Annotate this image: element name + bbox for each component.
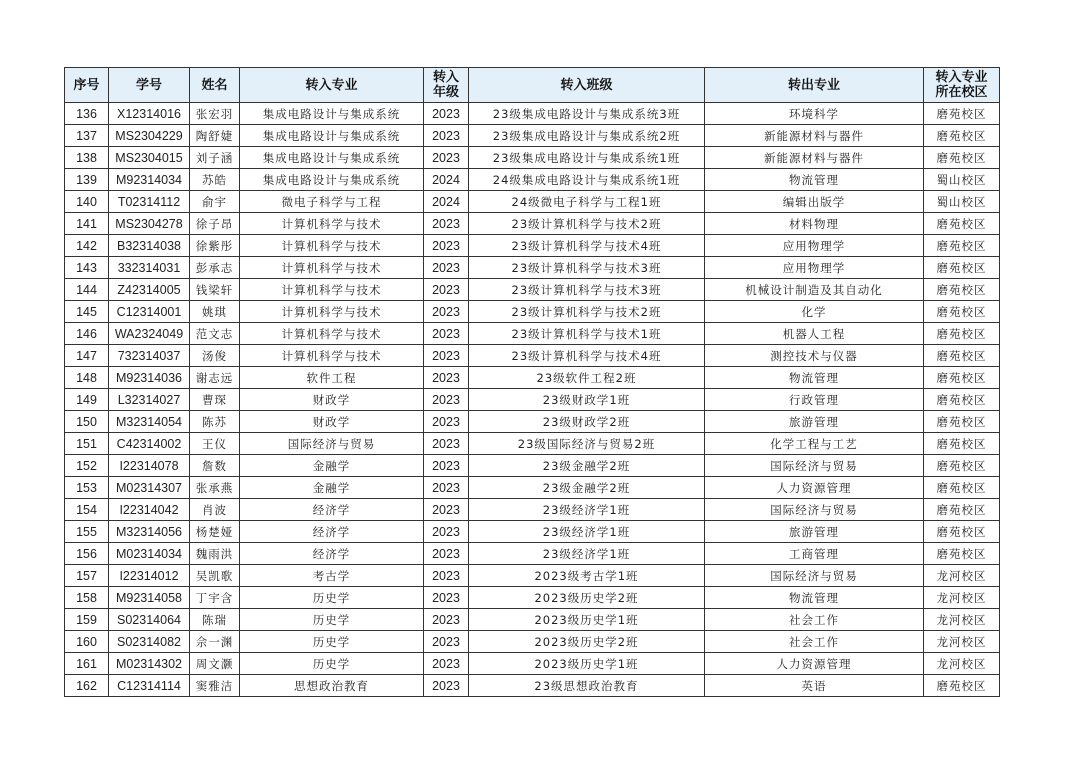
- cell-seq: 159: [65, 609, 109, 631]
- cell-campus: 磨苑校区: [924, 389, 1000, 411]
- cell-year-in: 2023: [424, 653, 469, 675]
- cell-class-in: 23级集成电路设计与集成系统2班: [469, 125, 705, 147]
- table-row: [65, 103, 1000, 125]
- table-row: [65, 455, 1000, 477]
- cell-seq: 149: [65, 389, 109, 411]
- transfer-table: [64, 67, 1000, 697]
- cell-major-in: 经济学: [240, 499, 424, 521]
- cell-seq: 137: [65, 125, 109, 147]
- cell-class-in: 24级集成电路设计与集成系统1班: [469, 169, 705, 191]
- cell-campus: 龙河校区: [924, 631, 1000, 653]
- cell-seq: 139: [65, 169, 109, 191]
- cell-seq: 136: [65, 103, 109, 125]
- cell-name: 窦雅洁: [190, 675, 240, 697]
- table-row: [65, 279, 1000, 301]
- cell-name: 佘一渊: [190, 631, 240, 653]
- cell-name: 丁宇含: [190, 587, 240, 609]
- cell-major-in: 考古学: [240, 565, 424, 587]
- cell-major-in: 财政学: [240, 411, 424, 433]
- cell-seq: 145: [65, 301, 109, 323]
- cell-campus: 磨苑校区: [924, 433, 1000, 455]
- cell-major-in: 历史学: [240, 609, 424, 631]
- cell-major-in: 计算机科学与技术: [240, 345, 424, 367]
- cell-seq: 155: [65, 521, 109, 543]
- cell-student-id: M92314058: [109, 587, 190, 609]
- cell-name: 张承燕: [190, 477, 240, 499]
- cell-name: 刘子涵: [190, 147, 240, 169]
- cell-name: 张宏羽: [190, 103, 240, 125]
- table-header: [65, 68, 1000, 103]
- cell-year-in: 2023: [424, 345, 469, 367]
- cell-seq: 141: [65, 213, 109, 235]
- table-row: [65, 213, 1000, 235]
- cell-major-out: 行政管理: [705, 389, 924, 411]
- cell-class-in: 23级国际经济与贸易2班: [469, 433, 705, 455]
- header-seq: 序号: [65, 68, 109, 103]
- cell-major-out: 应用物理学: [705, 235, 924, 257]
- cell-major-out: 机器人工程: [705, 323, 924, 345]
- cell-name: 徐紫彤: [190, 235, 240, 257]
- cell-year-in: 2023: [424, 455, 469, 477]
- cell-year-in: 2023: [424, 301, 469, 323]
- cell-major-out: 材料物理: [705, 213, 924, 235]
- cell-campus: 磨苑校区: [924, 279, 1000, 301]
- cell-major-out: 化学工程与工艺: [705, 433, 924, 455]
- cell-major-in: 经济学: [240, 543, 424, 565]
- cell-major-in: 国际经济与贸易: [240, 433, 424, 455]
- cell-class-in: 23级财政学2班: [469, 411, 705, 433]
- cell-student-id: C42314002: [109, 433, 190, 455]
- cell-year-in: 2023: [424, 389, 469, 411]
- cell-major-out: 工商管理: [705, 543, 924, 565]
- cell-year-in: 2023: [424, 675, 469, 697]
- cell-major-out: 社会工作: [705, 609, 924, 631]
- cell-major-in: 历史学: [240, 653, 424, 675]
- cell-year-in: 2023: [424, 367, 469, 389]
- cell-seq: 160: [65, 631, 109, 653]
- cell-seq: 147: [65, 345, 109, 367]
- cell-class-in: 2023级历史学2班: [469, 631, 705, 653]
- cell-year-in: 2023: [424, 125, 469, 147]
- cell-name: 俞宇: [190, 191, 240, 213]
- cell-major-out: 国际经济与贸易: [705, 499, 924, 521]
- cell-seq: 150: [65, 411, 109, 433]
- cell-major-in: 软件工程: [240, 367, 424, 389]
- cell-seq: 156: [65, 543, 109, 565]
- header-name: 姓名: [190, 68, 240, 103]
- cell-year-in: 2023: [424, 499, 469, 521]
- table-row: [65, 433, 1000, 455]
- cell-name: 陈苏: [190, 411, 240, 433]
- cell-major-in: 集成电路设计与集成系统: [240, 169, 424, 191]
- table-row: [65, 521, 1000, 543]
- table-row: [65, 411, 1000, 433]
- header-major-out: 转出专业: [705, 68, 924, 103]
- cell-campus: 磨苑校区: [924, 543, 1000, 565]
- cell-seq: 162: [65, 675, 109, 697]
- cell-campus: 龙河校区: [924, 587, 1000, 609]
- cell-campus: 磨苑校区: [924, 499, 1000, 521]
- cell-name: 汤俊: [190, 345, 240, 367]
- cell-class-in: 2023级历史学1班: [469, 653, 705, 675]
- cell-student-id: MS2304278: [109, 213, 190, 235]
- cell-year-in: 2023: [424, 103, 469, 125]
- cell-campus: 磨苑校区: [924, 125, 1000, 147]
- cell-year-in: 2023: [424, 147, 469, 169]
- cell-campus: 磨苑校区: [924, 675, 1000, 697]
- table-row: [65, 191, 1000, 213]
- cell-student-id: MS2304229: [109, 125, 190, 147]
- table-row: [65, 565, 1000, 587]
- cell-major-out: 人力资源管理: [705, 477, 924, 499]
- cell-year-in: 2023: [424, 565, 469, 587]
- cell-campus: 磨苑校区: [924, 345, 1000, 367]
- table-row: [65, 169, 1000, 191]
- cell-year-in: 2024: [424, 169, 469, 191]
- cell-major-in: 经济学: [240, 521, 424, 543]
- cell-year-in: 2023: [424, 477, 469, 499]
- cell-class-in: 24级微电子科学与工程1班: [469, 191, 705, 213]
- cell-student-id: B32314038: [109, 235, 190, 257]
- cell-class-in: 23级思想政治教育: [469, 675, 705, 697]
- cell-student-id: WA2324049: [109, 323, 190, 345]
- cell-name: 陶舒婕: [190, 125, 240, 147]
- cell-campus: 龙河校区: [924, 609, 1000, 631]
- cell-student-id: I22314042: [109, 499, 190, 521]
- cell-year-in: 2023: [424, 411, 469, 433]
- table-row: [65, 499, 1000, 521]
- cell-major-in: 计算机科学与技术: [240, 257, 424, 279]
- cell-name: 陈瑞: [190, 609, 240, 631]
- cell-year-in: 2023: [424, 257, 469, 279]
- cell-major-out: 国际经济与贸易: [705, 565, 924, 587]
- cell-major-in: 历史学: [240, 587, 424, 609]
- cell-student-id: 732314037: [109, 345, 190, 367]
- cell-name: 魏雨洪: [190, 543, 240, 565]
- cell-major-in: 计算机科学与技术: [240, 323, 424, 345]
- cell-seq: 148: [65, 367, 109, 389]
- cell-major-in: 微电子科学与工程: [240, 191, 424, 213]
- cell-major-in: 历史学: [240, 631, 424, 653]
- cell-name: 徐子昂: [190, 213, 240, 235]
- cell-seq: 142: [65, 235, 109, 257]
- cell-student-id: 332314031: [109, 257, 190, 279]
- cell-student-id: M02314307: [109, 477, 190, 499]
- cell-year-in: 2023: [424, 587, 469, 609]
- cell-student-id: X12314016: [109, 103, 190, 125]
- cell-seq: 151: [65, 433, 109, 455]
- cell-major-out: 化学: [705, 301, 924, 323]
- cell-seq: 157: [65, 565, 109, 587]
- cell-major-in: 金融学: [240, 455, 424, 477]
- cell-major-in: 财政学: [240, 389, 424, 411]
- cell-campus: 磨苑校区: [924, 147, 1000, 169]
- cell-student-id: M32314054: [109, 411, 190, 433]
- cell-student-id: M02314302: [109, 653, 190, 675]
- table-row: [65, 675, 1000, 697]
- cell-student-id: M92314034: [109, 169, 190, 191]
- cell-name: 王仪: [190, 433, 240, 455]
- cell-major-out: 旅游管理: [705, 521, 924, 543]
- cell-year-in: 2023: [424, 235, 469, 257]
- cell-class-in: 23级计算机科学与技术2班: [469, 301, 705, 323]
- cell-major-out: 国际经济与贸易: [705, 455, 924, 477]
- table-row: [65, 477, 1000, 499]
- table-row: [65, 389, 1000, 411]
- cell-class-in: 23级经济学1班: [469, 499, 705, 521]
- cell-campus: 磨苑校区: [924, 103, 1000, 125]
- cell-class-in: 23级计算机科学与技术1班: [469, 323, 705, 345]
- cell-class-in: 23级计算机科学与技术3班: [469, 279, 705, 301]
- cell-major-in: 集成电路设计与集成系统: [240, 147, 424, 169]
- cell-campus: 龙河校区: [924, 565, 1000, 587]
- cell-campus: 磨苑校区: [924, 477, 1000, 499]
- cell-name: 周文灏: [190, 653, 240, 675]
- table-row: [65, 147, 1000, 169]
- cell-major-out: 社会工作: [705, 631, 924, 653]
- cell-major-out: 人力资源管理: [705, 653, 924, 675]
- cell-student-id: M92314036: [109, 367, 190, 389]
- table-row: [65, 125, 1000, 147]
- cell-class-in: 23级计算机科学与技术2班: [469, 213, 705, 235]
- header-major-in: 转入专业: [240, 68, 424, 103]
- header-campus: 转入专业 所在校区: [924, 68, 1000, 103]
- cell-name: 谢志远: [190, 367, 240, 389]
- cell-student-id: Z42314005: [109, 279, 190, 301]
- cell-major-out: 应用物理学: [705, 257, 924, 279]
- cell-student-id: C12314114: [109, 675, 190, 697]
- cell-major-in: 计算机科学与技术: [240, 235, 424, 257]
- cell-name: 吴凯歌: [190, 565, 240, 587]
- cell-class-in: 23级集成电路设计与集成系统3班: [469, 103, 705, 125]
- cell-student-id: S02314082: [109, 631, 190, 653]
- cell-class-in: 23级集成电路设计与集成系统1班: [469, 147, 705, 169]
- cell-year-in: 2023: [424, 213, 469, 235]
- cell-name: 彭承志: [190, 257, 240, 279]
- table-row: [65, 345, 1000, 367]
- cell-campus: 磨苑校区: [924, 521, 1000, 543]
- cell-class-in: 23级经济学1班: [469, 543, 705, 565]
- cell-major-in: 集成电路设计与集成系统: [240, 103, 424, 125]
- table-row: [65, 587, 1000, 609]
- cell-campus: 磨苑校区: [924, 367, 1000, 389]
- table-row: [65, 367, 1000, 389]
- cell-campus: 磨苑校区: [924, 213, 1000, 235]
- cell-class-in: 23级金融学2班: [469, 455, 705, 477]
- cell-year-in: 2023: [424, 433, 469, 455]
- table-row: [65, 609, 1000, 631]
- cell-student-id: MS2304015: [109, 147, 190, 169]
- cell-campus: 磨苑校区: [924, 235, 1000, 257]
- cell-seq: 152: [65, 455, 109, 477]
- cell-campus: 磨苑校区: [924, 257, 1000, 279]
- table-row: [65, 257, 1000, 279]
- cell-seq: 158: [65, 587, 109, 609]
- cell-major-out: 英语: [705, 675, 924, 697]
- cell-class-in: 23级计算机科学与技术3班: [469, 257, 705, 279]
- table-row: [65, 543, 1000, 565]
- cell-name: 詹数: [190, 455, 240, 477]
- cell-major-out: 编辑出版学: [705, 191, 924, 213]
- cell-year-in: 2023: [424, 521, 469, 543]
- cell-campus: 磨苑校区: [924, 301, 1000, 323]
- cell-campus: 磨苑校区: [924, 411, 1000, 433]
- cell-name: 范文志: [190, 323, 240, 345]
- cell-major-in: 计算机科学与技术: [240, 279, 424, 301]
- cell-seq: 161: [65, 653, 109, 675]
- cell-major-in: 计算机科学与技术: [240, 301, 424, 323]
- cell-major-in: 集成电路设计与集成系统: [240, 125, 424, 147]
- table-body: [65, 103, 1000, 697]
- cell-class-in: 23级计算机科学与技术4班: [469, 345, 705, 367]
- cell-major-in: 金融学: [240, 477, 424, 499]
- table-row: [65, 301, 1000, 323]
- cell-seq: 143: [65, 257, 109, 279]
- cell-campus: 龙河校区: [924, 653, 1000, 675]
- cell-major-out: 物流管理: [705, 169, 924, 191]
- table-row: [65, 235, 1000, 257]
- cell-name: 曹琛: [190, 389, 240, 411]
- cell-class-in: 23级计算机科学与技术4班: [469, 235, 705, 257]
- cell-name: 肖波: [190, 499, 240, 521]
- cell-major-out: 机械设计制造及其自动化: [705, 279, 924, 301]
- cell-seq: 140: [65, 191, 109, 213]
- cell-seq: 154: [65, 499, 109, 521]
- table-row: [65, 653, 1000, 675]
- cell-student-id: T02314112: [109, 191, 190, 213]
- cell-major-in: 思想政治教育: [240, 675, 424, 697]
- cell-campus: 磨苑校区: [924, 455, 1000, 477]
- cell-seq: 153: [65, 477, 109, 499]
- header-row: [65, 68, 1000, 103]
- cell-student-id: C12314001: [109, 301, 190, 323]
- header-student-id: 学号: [109, 68, 190, 103]
- cell-student-id: S02314064: [109, 609, 190, 631]
- cell-class-in: 23级金融学2班: [469, 477, 705, 499]
- cell-student-id: I22314078: [109, 455, 190, 477]
- cell-campus: 蜀山校区: [924, 191, 1000, 213]
- cell-campus: 磨苑校区: [924, 323, 1000, 345]
- cell-name: 姚琪: [190, 301, 240, 323]
- cell-year-in: 2023: [424, 323, 469, 345]
- cell-major-out: 新能源材料与器件: [705, 125, 924, 147]
- table-row: [65, 323, 1000, 345]
- cell-name: 苏皓: [190, 169, 240, 191]
- cell-seq: 146: [65, 323, 109, 345]
- cell-year-in: 2023: [424, 279, 469, 301]
- cell-student-id: L32314027: [109, 389, 190, 411]
- cell-major-out: 测控技术与仪器: [705, 345, 924, 367]
- cell-student-id: M32314056: [109, 521, 190, 543]
- cell-student-id: M02314034: [109, 543, 190, 565]
- cell-major-out: 物流管理: [705, 367, 924, 389]
- cell-seq: 138: [65, 147, 109, 169]
- cell-name: 钱梁轩: [190, 279, 240, 301]
- table-row: [65, 631, 1000, 653]
- cell-class-in: 23级软件工程2班: [469, 367, 705, 389]
- header-class-in: 转入班级: [469, 68, 705, 103]
- header-year-in: 转入 年级: [424, 68, 469, 103]
- cell-major-in: 计算机科学与技术: [240, 213, 424, 235]
- cell-major-out: 环境科学: [705, 103, 924, 125]
- cell-major-out: 旅游管理: [705, 411, 924, 433]
- cell-major-out: 新能源材料与器件: [705, 147, 924, 169]
- cell-class-in: 23级财政学1班: [469, 389, 705, 411]
- cell-year-in: 2023: [424, 609, 469, 631]
- cell-major-out: 物流管理: [705, 587, 924, 609]
- cell-class-in: 23级经济学1班: [469, 521, 705, 543]
- cell-class-in: 2023级历史学1班: [469, 609, 705, 631]
- cell-year-in: 2024: [424, 191, 469, 213]
- cell-class-in: 2023级历史学2班: [469, 587, 705, 609]
- cell-class-in: 2023级考古学1班: [469, 565, 705, 587]
- cell-year-in: 2023: [424, 631, 469, 653]
- cell-seq: 144: [65, 279, 109, 301]
- cell-year-in: 2023: [424, 543, 469, 565]
- cell-name: 杨楚娅: [190, 521, 240, 543]
- cell-student-id: I22314012: [109, 565, 190, 587]
- cell-campus: 蜀山校区: [924, 169, 1000, 191]
